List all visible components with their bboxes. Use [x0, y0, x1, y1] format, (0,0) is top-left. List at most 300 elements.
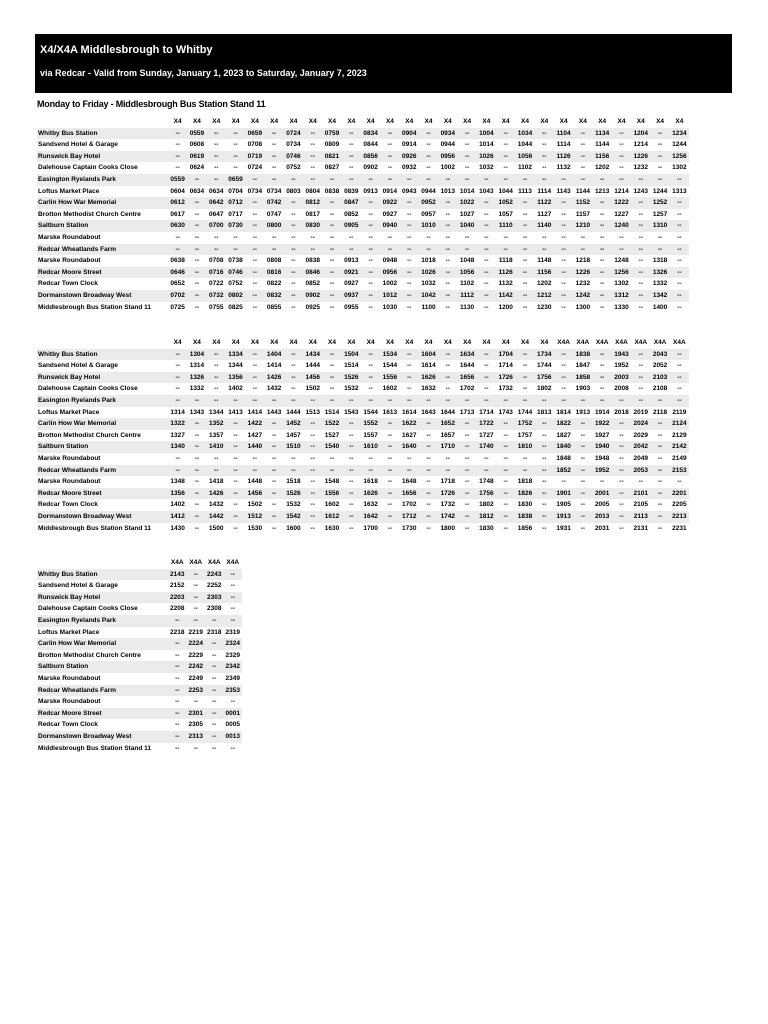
departure-time: 0738	[228, 257, 243, 265]
stop-name: Sandsend Hotel & Garage	[38, 362, 118, 370]
departure-time: --	[677, 233, 682, 241]
departure-time: --	[361, 267, 380, 279]
departure-time: --	[368, 385, 373, 393]
departure-time: --	[226, 488, 245, 500]
departure-time: --	[631, 267, 650, 279]
departure-time: --	[612, 488, 631, 500]
departure-time: 1532	[344, 385, 359, 393]
departure-time: 1013	[440, 187, 456, 195]
departure-time: --	[368, 257, 373, 265]
departure-time: 1244	[652, 187, 668, 195]
departure-time: --	[496, 151, 515, 163]
stop-name: Middlesbrough Bus Station Stand 11	[38, 744, 152, 752]
departure-time: 2229	[188, 651, 203, 659]
departure-time: --	[631, 372, 650, 384]
departure-time: --	[554, 174, 573, 186]
departure-time: 1756	[477, 488, 496, 500]
departure-time: --	[631, 197, 650, 209]
departure-time: --	[445, 362, 450, 370]
departure-time: --	[322, 395, 341, 407]
departure-time: --	[194, 280, 200, 288]
departure-time: 1813	[537, 408, 552, 416]
departure-time: --	[464, 501, 470, 509]
route-header: X4	[636, 118, 645, 125]
departure-time: --	[226, 465, 245, 477]
departure-time: 1442	[207, 511, 226, 523]
departure-time: --	[214, 164, 219, 172]
departure-time: 1456	[303, 372, 322, 384]
departure-time: 0712	[226, 197, 245, 209]
departure-time: --	[573, 418, 592, 430]
departure-time: 0647	[209, 210, 224, 218]
departure-time: 1514	[344, 362, 359, 370]
departure-time: --	[561, 257, 566, 265]
route-header: X4	[656, 118, 665, 125]
departure-time: 1614	[401, 408, 417, 416]
departure-time: --	[342, 174, 361, 186]
departure-time: --	[515, 197, 534, 209]
departure-time: --	[226, 128, 245, 140]
departure-time: 1152	[573, 197, 592, 209]
departure-time: 1327	[170, 431, 185, 439]
departure-time: 0719	[245, 151, 264, 163]
departure-time: --	[214, 141, 219, 149]
departure-time: --	[291, 385, 296, 393]
stop-name: Redcar Wheatlands Farm	[37, 244, 168, 256]
departure-time: 0808	[266, 257, 282, 265]
departure-time: 0925	[305, 303, 320, 311]
departure-time: --	[264, 441, 283, 453]
departure-time: --	[349, 141, 354, 149]
departure-time: --	[303, 151, 322, 163]
departure-time: --	[245, 290, 264, 302]
departure-time: 2308	[207, 605, 222, 613]
departure-time: --	[600, 280, 605, 288]
departure-time: --	[496, 174, 515, 186]
departure-time: 1248	[614, 257, 629, 265]
departure-time: --	[187, 267, 206, 279]
departure-time: --	[522, 210, 528, 218]
departure-time: --	[657, 164, 663, 172]
departure-time: 2049	[633, 454, 648, 462]
departure-time: 1440	[245, 441, 264, 453]
departure-time: 0816	[264, 267, 283, 279]
departure-time: 1500	[209, 524, 224, 532]
departure-time: 1114	[556, 141, 571, 149]
departure-time: 0932	[401, 164, 417, 172]
departure-time: 1901	[554, 488, 573, 500]
table-row	[37, 255, 689, 267]
departure-time: --	[168, 395, 187, 407]
departure-time: --	[407, 454, 412, 462]
departure-time: 1344	[209, 408, 224, 416]
departure-time: --	[457, 128, 476, 140]
departure-time: --	[657, 501, 663, 509]
departure-time: 0825	[228, 303, 243, 311]
departure-time: --	[650, 488, 669, 500]
stop-name: Sandsend Hotel & Garage	[38, 141, 118, 149]
departure-time: 2301	[187, 708, 206, 720]
departure-time: --	[419, 128, 438, 140]
departure-time: --	[264, 174, 283, 186]
departure-time: 1332	[652, 280, 668, 288]
stop-name: Dalehouse Captain Cooks Close	[38, 385, 138, 393]
route-header: X4	[675, 118, 684, 125]
departure-time: --	[230, 744, 235, 752]
departure-time: 0904	[400, 128, 419, 140]
departure-time: --	[349, 164, 354, 172]
departure-time: 1243	[633, 187, 648, 195]
table-row	[37, 430, 689, 442]
departure-time: 1356	[226, 372, 245, 384]
departure-time: --	[342, 441, 361, 453]
departure-time: 0940	[380, 220, 399, 232]
departure-time: --	[349, 454, 354, 462]
departure-time: --	[361, 349, 380, 361]
departure-time: --	[457, 441, 476, 453]
departure-time: --	[322, 349, 341, 361]
departure-time: 1212	[535, 290, 554, 302]
departure-time: --	[522, 362, 528, 370]
departure-time: 1430	[170, 524, 185, 532]
departure-time: 2113	[631, 511, 650, 523]
departure-time: 2124	[670, 418, 689, 430]
departure-time: 2324	[224, 638, 243, 650]
departure-time: 1034	[515, 128, 534, 140]
departure-time: 1602	[382, 385, 398, 393]
departure-time: --	[245, 465, 264, 477]
departure-time: 1432	[266, 385, 282, 393]
departure-time: --	[573, 174, 592, 186]
departure-time: --	[233, 454, 238, 462]
departure-time: --	[291, 257, 296, 265]
departure-time: 0708	[247, 141, 263, 149]
stop-name: Redcar Moore Street	[37, 708, 168, 720]
departure-time: 1156	[535, 267, 554, 279]
departure-time: --	[554, 395, 573, 407]
departure-time: 0914	[401, 141, 417, 149]
departure-time: --	[650, 418, 669, 430]
departure-time: --	[503, 524, 508, 532]
departure-time: --	[361, 174, 380, 186]
stop-name: Easington Ryelands Park	[37, 395, 168, 407]
departure-time: --	[226, 151, 245, 163]
departure-time: 1313	[672, 187, 687, 195]
departure-time: 1510	[284, 441, 303, 453]
departure-time: 0752	[286, 164, 301, 172]
departure-time: --	[329, 233, 335, 241]
departure-time: --	[515, 267, 534, 279]
departure-time: --	[387, 454, 393, 462]
departure-time: 1726	[438, 488, 457, 500]
departure-time: 0914	[382, 187, 398, 195]
departure-time: 1634	[457, 349, 476, 361]
departure-time: 2042	[631, 441, 650, 453]
departure-time: --	[193, 582, 198, 590]
departure-time: --	[284, 174, 303, 186]
departure-time: 1952	[593, 465, 612, 477]
departure-time: 1114	[537, 187, 552, 195]
departure-time: 1314	[170, 408, 185, 416]
route-header-row	[37, 116, 689, 128]
departure-time: --	[168, 244, 187, 256]
table-row	[37, 372, 689, 384]
table-row	[37, 267, 689, 279]
route-header: X4A	[576, 339, 590, 346]
departure-time: --	[438, 197, 457, 209]
departure-time: --	[368, 210, 373, 218]
departure-time: --	[535, 244, 554, 256]
route-header: X4	[482, 118, 491, 125]
route-header: X4	[443, 118, 452, 125]
departure-time: --	[650, 395, 669, 407]
departure-time: 1627	[401, 431, 417, 439]
departure-time: 0830	[303, 220, 322, 232]
departure-time: 1413	[228, 408, 243, 416]
departure-time: 1730	[401, 524, 417, 532]
departure-time: 0902	[303, 290, 322, 302]
departure-time: 1232	[575, 280, 591, 288]
departure-time: 1656	[400, 488, 419, 500]
departure-time: 0956	[438, 151, 457, 163]
departure-time: --	[515, 349, 534, 361]
departure-time: --	[638, 210, 643, 218]
route-header: X4	[328, 339, 336, 346]
departure-time: --	[342, 418, 361, 430]
departure-time: --	[445, 385, 450, 393]
departure-time: --	[214, 385, 219, 393]
departure-time: --	[670, 372, 689, 384]
departure-time: 0734	[286, 141, 301, 149]
table-row	[37, 139, 689, 151]
departure-time: --	[361, 290, 380, 302]
departure-time: --	[477, 290, 496, 302]
route-header: X4	[347, 118, 356, 125]
departure-time: --	[503, 233, 508, 241]
departure-time: --	[561, 478, 566, 486]
departure-time: --	[542, 501, 547, 509]
departure-time: --	[612, 174, 631, 186]
departure-time: --	[496, 418, 515, 430]
departure-time: --	[496, 395, 515, 407]
departure-time: --	[438, 267, 457, 279]
departure-time: 2153	[670, 465, 689, 477]
route-header: X4	[173, 339, 182, 346]
departure-time: --	[535, 128, 554, 140]
departure-time: --	[650, 244, 669, 256]
departure-time: 2003	[612, 372, 631, 384]
departure-time: --	[194, 210, 200, 218]
departure-time: 0832	[264, 290, 283, 302]
departure-time: --	[245, 395, 264, 407]
departure-time: 2205	[672, 501, 687, 509]
departure-time: --	[457, 244, 476, 256]
departure-time: --	[631, 244, 650, 256]
departure-time: --	[226, 395, 245, 407]
departure-time: 1534	[380, 349, 399, 361]
departure-time: 1122	[535, 197, 554, 209]
route-header: X4	[250, 339, 259, 346]
departure-time: --	[477, 174, 496, 186]
departure-time: --	[670, 349, 689, 361]
departure-time: --	[168, 661, 187, 673]
departure-time: 1704	[496, 349, 515, 361]
departure-time: 1043	[479, 187, 494, 195]
departure-time: --	[361, 395, 380, 407]
departure-time: --	[477, 395, 496, 407]
departure-time: 1227	[614, 210, 629, 218]
departure-time: 1414	[247, 408, 263, 416]
departure-time: --	[445, 280, 450, 288]
departure-time: --	[426, 164, 431, 172]
departure-time: 1213	[594, 187, 610, 195]
departure-time: --	[484, 454, 489, 462]
departure-time: --	[187, 465, 206, 477]
departure-time: 0634	[189, 187, 205, 195]
departure-time: --	[284, 220, 303, 232]
departure-time: 0646	[168, 267, 187, 279]
departure-time: --	[554, 197, 573, 209]
departure-time: 1427	[247, 431, 263, 439]
departure-time: --	[619, 141, 624, 149]
route-header: X4	[540, 339, 549, 346]
departure-time: --	[400, 267, 419, 279]
table-row	[37, 278, 689, 290]
departure-time: --	[322, 465, 341, 477]
departure-time: 2201	[670, 488, 689, 500]
departure-time: --	[515, 220, 534, 232]
departure-time: --	[342, 128, 361, 140]
departure-time: --	[593, 349, 612, 361]
departure-time: --	[380, 488, 399, 500]
departure-time: --	[322, 220, 341, 232]
departure-time: --	[426, 478, 431, 486]
departure-time: 1952	[614, 362, 629, 370]
route-header: X4	[598, 118, 607, 125]
departure-time: --	[387, 164, 393, 172]
departure-time: --	[271, 431, 277, 439]
departure-time: 1526	[284, 488, 303, 500]
departure-time: --	[212, 698, 217, 706]
departure-time: --	[380, 465, 399, 477]
departure-time: 1838	[573, 349, 592, 361]
departure-time: --	[284, 267, 303, 279]
departure-time: 1214	[614, 187, 629, 195]
departure-time: --	[207, 244, 226, 256]
departure-time: 2303	[205, 592, 224, 604]
departure-time: --	[245, 372, 264, 384]
table-row	[37, 673, 242, 685]
route-header: X4	[540, 118, 549, 125]
departure-time: --	[291, 303, 296, 311]
departure-time: 1903	[575, 385, 591, 393]
departure-time: --	[522, 454, 528, 462]
departure-time: 0659	[245, 128, 264, 140]
departure-time: 1931	[556, 524, 571, 532]
departure-time: --	[264, 511, 283, 523]
stop-name: Dormanstown Broadway West	[37, 290, 168, 302]
departure-time: 1632	[363, 501, 378, 509]
departure-time: --	[503, 164, 508, 172]
departure-time: --	[264, 418, 283, 430]
table-row	[37, 488, 689, 500]
route-header: X4A	[595, 339, 609, 346]
stop-name: Dormanstown Broadway West	[37, 511, 168, 523]
route-header: X4A	[673, 339, 686, 346]
departure-time: --	[175, 233, 180, 241]
departure-time: 1204	[631, 128, 650, 140]
departure-time: --	[214, 362, 219, 370]
departure-time: 1714	[479, 408, 494, 416]
departure-time: 1827	[556, 431, 571, 439]
departure-time: --	[573, 465, 592, 477]
departure-time: 0812	[303, 197, 322, 209]
departure-time: 2313	[187, 731, 206, 743]
departure-time: 1913	[575, 408, 591, 416]
departure-time: --	[271, 478, 277, 486]
departure-time: 2105	[633, 501, 648, 509]
departure-time: --	[522, 385, 528, 393]
departure-time: --	[419, 151, 438, 163]
departure-time: 1357	[209, 431, 224, 439]
departure-time: 0752	[228, 280, 243, 288]
departure-time: --	[484, 257, 489, 265]
departure-time: 1913	[554, 511, 573, 523]
departure-time: --	[207, 465, 226, 477]
departure-time: --	[561, 362, 566, 370]
stop-name: Whitby Bus Station	[37, 349, 168, 361]
departure-time: --	[194, 303, 200, 311]
departure-time: --	[175, 141, 180, 149]
departure-time: 2001	[593, 488, 612, 500]
departure-time: 2353	[224, 685, 243, 697]
departure-time: 1314	[189, 362, 205, 370]
timetable-header	[35, 34, 732, 93]
departure-time: --	[193, 744, 198, 752]
departure-time: --	[233, 141, 238, 149]
table-row	[37, 569, 242, 581]
departure-time: --	[580, 524, 586, 532]
departure-time: 0619	[187, 151, 206, 163]
departure-time: --	[631, 290, 650, 302]
departure-time: --	[438, 372, 457, 384]
route-header: X4	[385, 118, 394, 125]
departure-time: --	[503, 478, 508, 486]
departure-time: --	[496, 441, 515, 453]
departure-time: --	[187, 395, 206, 407]
departure-time: --	[464, 524, 470, 532]
departure-time: 1657	[440, 431, 456, 439]
departure-time: 1618	[363, 478, 378, 486]
departure-time: 0822	[266, 280, 282, 288]
departure-time: --	[677, 280, 682, 288]
route-header: X4	[308, 339, 317, 346]
departure-time: --	[657, 454, 663, 462]
departure-time: --	[419, 395, 438, 407]
departure-time: --	[387, 501, 393, 509]
departure-time: 1630	[324, 524, 340, 532]
departure-time: 1242	[573, 290, 592, 302]
departure-time: 1600	[286, 524, 301, 532]
departure-time: 1830	[479, 524, 494, 532]
departure-time: --	[561, 303, 566, 311]
page-title: X4/X4A Middlesbrough to Whitby	[40, 44, 213, 56]
departure-time: --	[657, 233, 663, 241]
departure-time: --	[573, 128, 592, 140]
departure-time: --	[264, 128, 283, 140]
stop-name: Redcar Wheatlands Farm	[37, 465, 168, 477]
departure-time: 0700	[207, 220, 226, 232]
